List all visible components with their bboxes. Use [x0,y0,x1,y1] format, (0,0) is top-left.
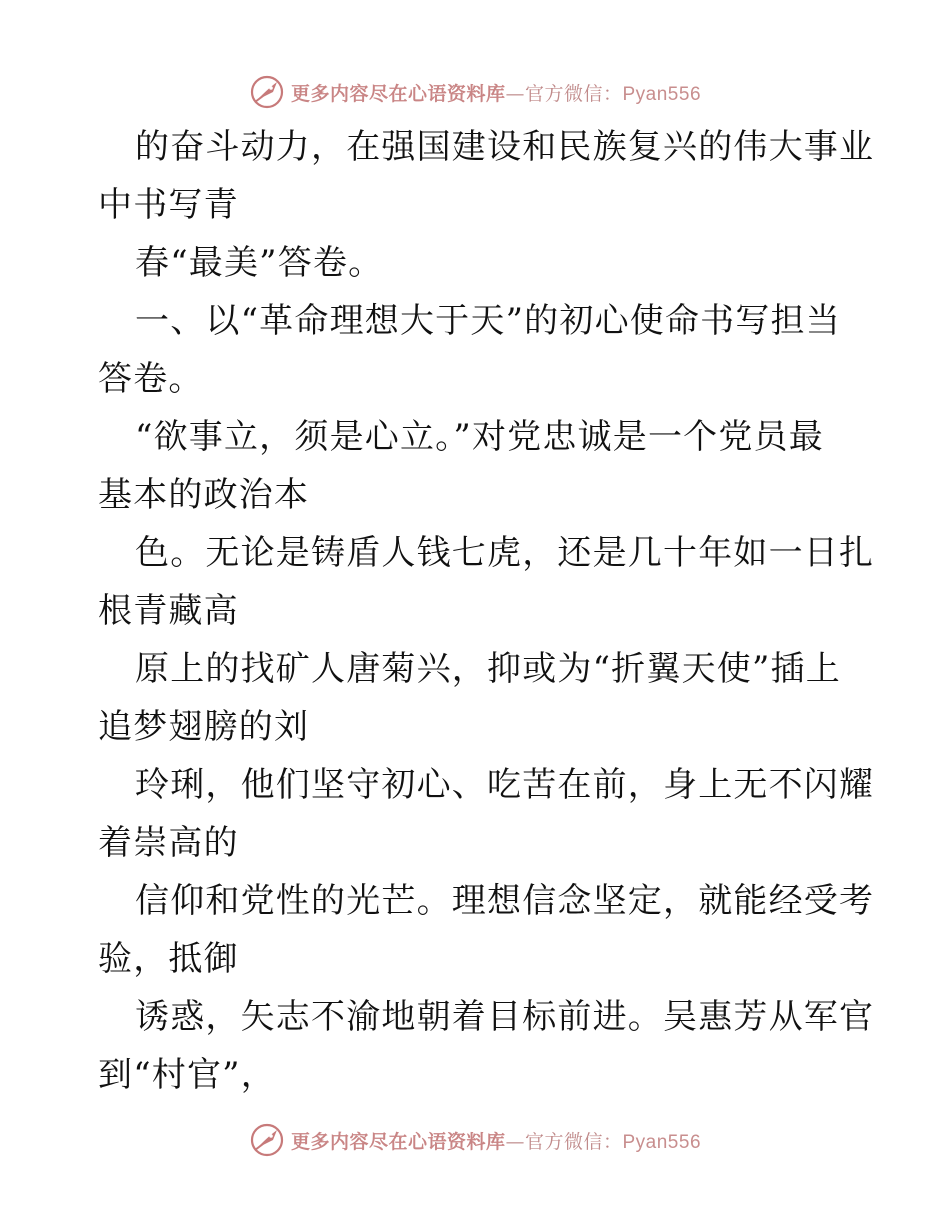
watermark-separator: — [505,82,525,105]
footer-watermark [0,1120,950,1160]
text-line: 基本的政治本 [98,475,310,515]
watermark-wechat-label: 官方微信： [524,1130,623,1153]
watermark-separator: — [505,1130,525,1153]
text-line: 着崇高的 [98,823,239,863]
text-line: 原上的找矿人唐菊兴，抑或为“折翼天使”插上 [135,649,841,689]
text-line: “欲事立，须是心立。”对党忠诚是一个党员最 [135,417,824,457]
text-line: 玲琍，他们坚守初心、吃苦在前，身上无不闪耀 [135,765,875,805]
text-line: 色。无论是铸盾人钱七虎，还是几十年如一日扎 [135,533,875,573]
text-line: 答卷。 [98,359,204,399]
text-line: 追梦翅膀的刘 [98,707,310,747]
pen-nib-logo-icon [249,1122,285,1158]
watermark-text [291,1127,701,1154]
text-line: 中书写青 [98,185,239,225]
text-line: 春“最美”答卷。 [135,243,384,283]
watermark-wechat-id: Pyan556 [622,1131,702,1153]
text-line: 到“村官”， [98,1055,276,1095]
watermark-wechat-label: 官方微信： [524,82,623,105]
watermark-wechat-id: Pyan556 [622,83,702,105]
text-line: 诱惑，矢志不渝地朝着目标前进。吴惠芳从军官 [135,997,875,1037]
text-line: 的奋斗动力，在强国建设和民族复兴的伟大事业 [135,127,875,167]
text-line: 验，抵御 [98,939,239,979]
text-line: 根青藏高 [98,591,239,631]
watermark-brand: 更多内容尽在心语资料库 [290,1130,506,1153]
text-line: 一、以“革命理想大于天”的初心使命书写担当 [135,301,841,341]
text-line: 信仰和党性的光芒。理想信念坚定，就能经受考 [135,881,875,921]
watermark-brand: 更多内容尽在心语资料库 [290,82,506,105]
